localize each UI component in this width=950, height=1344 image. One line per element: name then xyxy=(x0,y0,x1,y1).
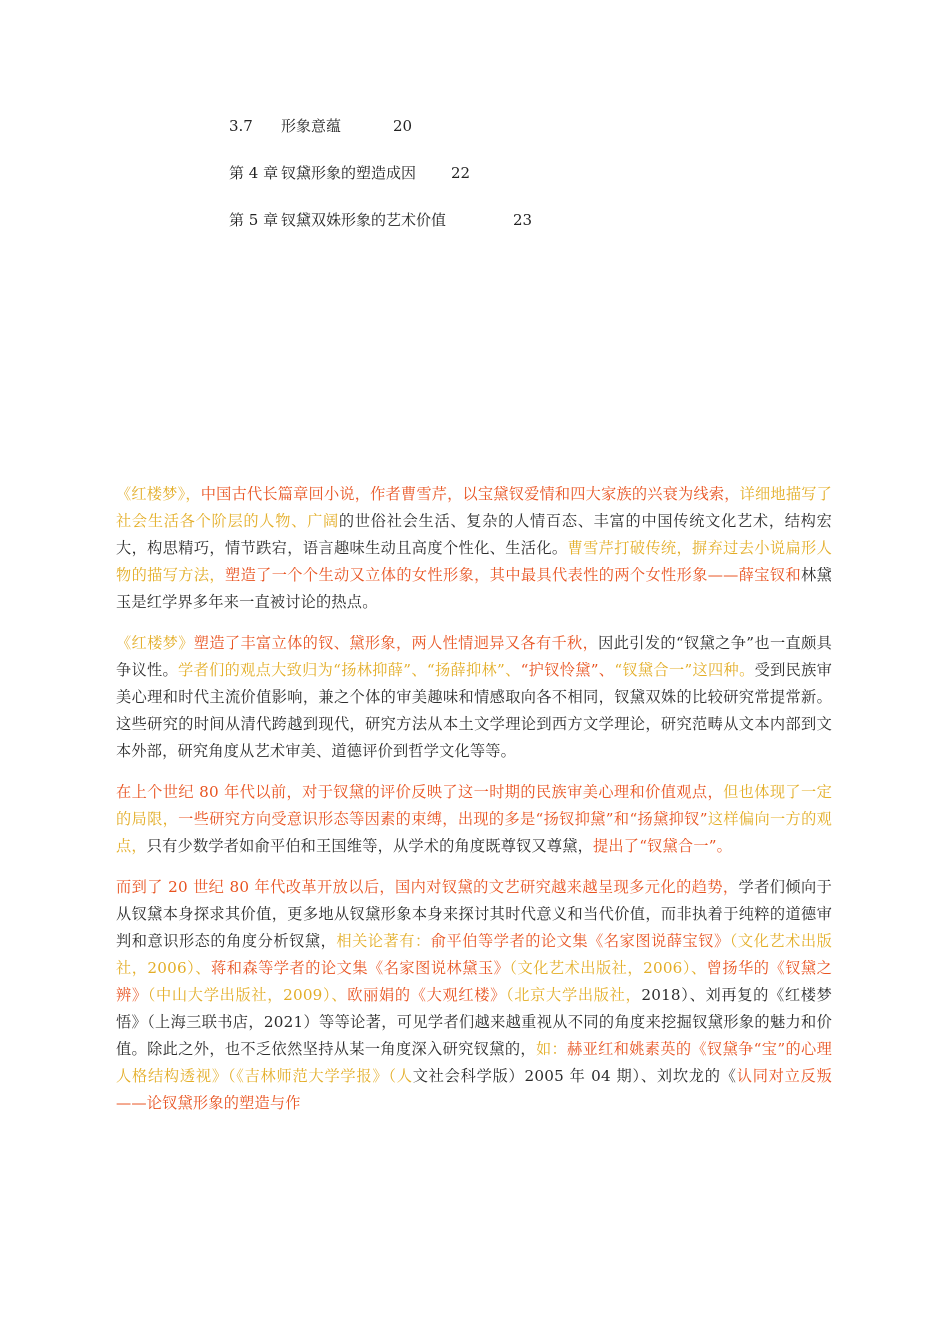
text-segment: 俞平伯等学者的论文集《名家图说薛宝钗》 xyxy=(430,932,730,950)
text-segment: 认同对立反叛——论钗黛形象的塑造与作 xyxy=(116,1067,832,1112)
paragraph-before-1980s xyxy=(116,779,832,860)
text-segment: 只有少数学者如俞平伯和王国维等，从学术的角度既尊钗又尊黛， xyxy=(146,837,594,855)
text-segment: 塑造了丰富立体的钗、黛形象，两人性情迥异又各有千秋， xyxy=(193,634,599,652)
text-segment: “护钗怜黛”、 xyxy=(520,661,615,679)
text-segment: 但也体现了一定的局限， xyxy=(116,783,832,828)
text-segment: 曾扬华的《钗黛之辨》 xyxy=(116,959,832,1004)
text-segment: （文化艺术出版社，2006）、 xyxy=(509,959,707,977)
text-segment: 赫亚红和姚素英的《钗黛争“宝”的心理 xyxy=(567,1040,832,1058)
paragraph-after-1980s xyxy=(116,874,832,1117)
text-segment: 学者们倾向于从钗黛本身探求其价值，更多地从钗黛形象本身来探讨其时代意义和当代价值，而非执着于纯粹的道德审判和意识形态的角度分析钗黛， xyxy=(116,878,833,950)
toc-entry-chapter-4[interactable] xyxy=(229,159,532,206)
text-segment: 在上个世纪 80 年代以前，对于钗黛的评价反映了这一时期的民族审美心理和价值观点， xyxy=(116,783,724,801)
text-segment: 欧丽娟的《大观红楼》 xyxy=(347,986,507,1004)
text-segment: （《吉林师范大学学报》（人 xyxy=(227,1067,413,1085)
toc-entry-number: 第 5 章 xyxy=(229,211,279,229)
text-segment: 提出了“钗黛合一”。 xyxy=(593,837,733,855)
text-segment: 《红楼梦》， xyxy=(116,485,201,503)
text-segment: 中国古代长篇章回小说，作者曹雪芹，以宝黛钗爱情和四大家族的兴衰为线索， xyxy=(200,485,740,503)
toc-entry-title: 钗黛形象的塑造成因 xyxy=(281,164,417,182)
text-segment: 塑造了一个个生动又立体的女性形象，其中最具代表性的两个女性形象——薛宝钗和 xyxy=(225,566,802,584)
table-of-contents xyxy=(229,112,532,253)
text-segment: （北京大学出版社， xyxy=(506,986,642,1004)
text-segment: “钗黛合一”这四种。 xyxy=(614,661,755,679)
toc-entry-number: 3.7 xyxy=(229,117,253,135)
toc-entry-number: 第 4 章 xyxy=(229,164,279,182)
text-segment: 相关论著有： xyxy=(336,932,431,950)
text-segment: 学者们的观点大致归为“扬林抑薛”、“扬薛抑林”、 xyxy=(178,661,521,679)
toc-entry-chapter-5[interactable] xyxy=(229,206,532,253)
toc-entry-page: 20 xyxy=(393,117,413,135)
paragraph-debate xyxy=(116,630,832,765)
text-segment: 的世俗社会生活、复杂的人情百态、丰富的中国传统文化艺术，结构宏大，构思精巧，情节跌宕，语言趣味生动且高度个性化、生活化。 xyxy=(116,512,832,557)
text-segment: 2018）、刘再复的《红楼梦悟》（上海三联书店，2021）等等论著，可见学者们越来越重视从不同的角度来挖掘钗黛形象的魅力和价值。除此之外，也不乏依然坚持从某一角度深入研究钗黛的， xyxy=(116,986,833,1058)
text-segment: 林黛玉是红学界多年来一直被讨论的热点。 xyxy=(116,566,832,611)
toc-entry-title: 形象意蕴 xyxy=(281,117,342,135)
text-segment: （中山大学出版社，2009）、 xyxy=(147,986,348,1004)
text-segment: 《红楼梦》 xyxy=(116,634,194,652)
text-segment: 而到了 20 世纪 80 年代改革开放以后，国内对钗黛的文艺研究越来越呈现多元化的趋势， xyxy=(116,878,739,896)
text-segment: 详细地描写了社会生活各个阶层的人物、广阔 xyxy=(116,485,833,530)
toc-entry-title: 钗黛双姝形象的艺术价值 xyxy=(281,211,447,229)
body-text xyxy=(116,481,832,1131)
text-segment: 这样偏向一方的观点， xyxy=(116,810,832,855)
text-segment: 受到民族审美心理和时代主流价值影响，兼之个体的审美趣味和情感取向各不相同，钗黛双姝的比较研究常提常新。这些研究的时间从清代跨越到现代，研究方法从本土文学理论到西方文学理论，研究范畴从文本内部到文本外部，研究角度从艺术审美、道德评价到哲学文化等等。 xyxy=(116,661,833,760)
text-segment: 因此引发的“钗黛之争”也一直颇具争议性。 xyxy=(116,634,833,679)
toc-entry-page: 23 xyxy=(513,211,533,229)
text-segment: 如： xyxy=(535,1040,568,1058)
text-segment: 文社会科学版）2005 年 04 期）、刘坎龙的《 xyxy=(412,1067,737,1085)
text-segment: 一些研究方向受意识形态等因素的束缚，出现的多是“扬钗抑黛”和“扬黛抑钗” xyxy=(178,810,708,828)
paragraph-intro xyxy=(116,481,832,616)
text-segment: 曹雪芹打破传统，摒弃过去小说扁形人物的描写方法， xyxy=(116,539,832,584)
text-segment: 蒋和森等学者的论文集《名家图说林黛玉》 xyxy=(210,959,510,977)
text-segment: （文化艺术出版社，2006）、 xyxy=(116,932,832,977)
toc-entry-3-7[interactable] xyxy=(229,112,532,159)
toc-entry-page: 22 xyxy=(451,164,471,182)
text-segment: 人格结构透视》 xyxy=(116,1067,228,1085)
